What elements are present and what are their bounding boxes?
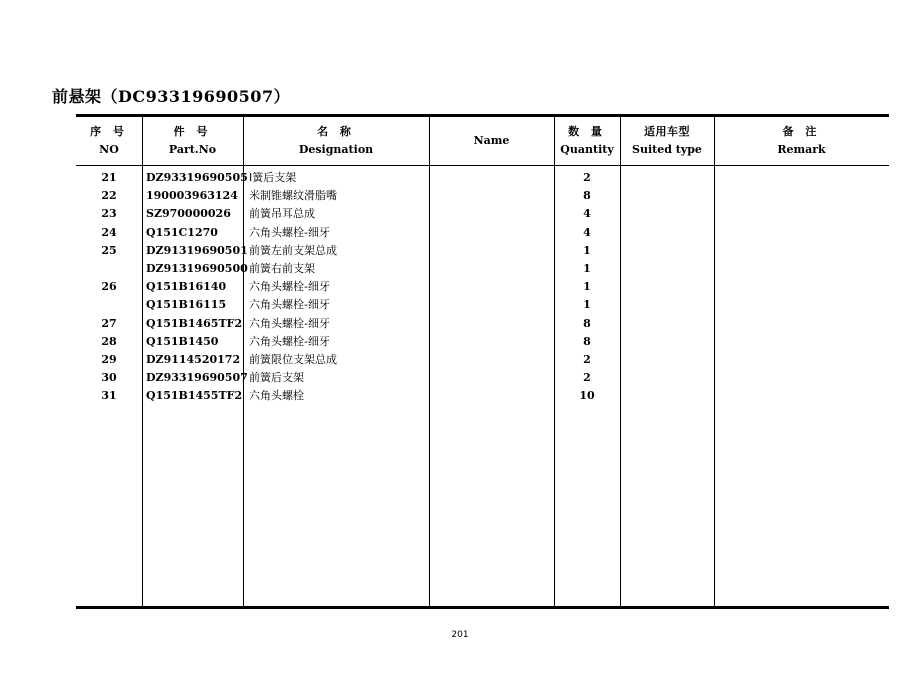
row-part-no: SZ970000026 [146,207,231,221]
header-designation-en: Designation [298,143,374,156]
row-designation: Ⅰ簧后支架 [249,171,297,184]
page-title: 前悬架（DC93319690507） [52,87,291,106]
row-no: 21 [101,171,117,184]
table-row [76,224,889,242]
row-no: 31 [101,389,117,403]
table-row [76,387,889,405]
row-part-no: DZ91319690501 [146,243,248,257]
row-no: 26 [101,280,117,294]
row-quantity: 1 [583,298,591,312]
row-no: 28 [101,334,117,348]
row-no: 27 [101,316,117,330]
header-quantity-zh: 数 量 [568,125,606,138]
header-designation [243,117,429,165]
row-quantity: 4 [583,225,591,239]
table-row [76,260,889,278]
row-part-no: Q151B1455TF2 [146,389,243,403]
header-part-zh: 件 号 [173,125,212,138]
table-row [76,315,889,333]
table-row [76,205,889,223]
row-no: 22 [101,189,117,203]
row-designation: 前簧后支架 [249,371,304,385]
row-part-no: Q151B1465TF2 [146,316,243,330]
row-designation: 前簧限位支架总成 [249,352,337,366]
row-part-no: Q151B1450 [146,334,219,348]
row-quantity: 10 [579,389,595,403]
row-designation: 六角头螺栓 [249,389,304,403]
row-designation: 六角头螺栓-细牙 [249,334,330,348]
row-designation: 前簧右前支架 [249,261,315,275]
header-part-no [142,117,243,165]
row-no: 30 [101,371,117,385]
row-designation: 六角头螺栓-细牙 [249,280,330,294]
row-quantity: 2 [583,352,591,366]
header-name-en: Name [473,134,510,147]
table-row [76,278,889,296]
table-row [76,169,889,187]
row-designation: 六角头螺栓-细牙 [249,225,330,239]
header-no [76,117,142,165]
table-row [76,351,889,369]
header-quantity-en: Quantity [560,143,614,156]
row-part-no: DZ91319690500 [146,261,248,275]
row-designation: 米制锥螺纹滑脂嘴 [249,189,337,203]
header-quantity [554,117,620,165]
row-no: 25 [101,243,117,257]
table-row [76,296,889,314]
header-suited-type [620,117,714,165]
page-number: 201 [451,630,469,640]
header-divider [76,165,889,166]
row-designation: 六角头螺栓-细牙 [249,298,330,312]
row-part-no: DZ9114520172 [146,352,241,366]
row-no: 29 [101,352,117,366]
row-part-no: DZ93319690505 [146,171,248,184]
header-remark-en: Remark [777,143,826,156]
header-name [429,117,554,165]
row-quantity: 1 [583,261,591,275]
row-quantity: 8 [583,334,591,348]
row-part-no: Q151B16115 [146,298,227,312]
table-body [76,169,889,405]
header-part-en: Part.No [168,143,217,156]
row-part-no: Q151B16140 [146,280,227,294]
row-designation: 前簧左前支架总成 [249,243,337,257]
row-designation: 前簧吊耳总成 [249,207,315,221]
row-no: 24 [101,225,117,239]
parts-table [76,114,889,609]
table-row [76,187,889,205]
row-part-no: Q151C1270 [146,225,218,239]
row-quantity: 8 [583,316,591,330]
row-part-no: 190003963124 [146,189,238,203]
row-quantity: 8 [583,189,591,203]
header-no-en: NO [99,143,119,156]
header-suited-zh: 适用车型 [644,125,690,138]
row-no: 23 [101,207,117,221]
header-remark [714,117,889,165]
row-part-no: DZ93319690507 [146,371,248,385]
table-row [76,242,889,260]
table-row [76,333,889,351]
row-quantity: 2 [583,371,591,385]
row-quantity: 4 [583,207,591,221]
header-no-zh: 序 号 [90,125,128,138]
row-quantity: 2 [583,171,591,184]
header-remark-zh: 备 注 [782,125,821,138]
row-quantity: 1 [583,280,591,294]
row-designation: 六角头螺栓-细牙 [249,316,330,330]
header-suited-en: Suited type [632,143,702,156]
row-quantity: 1 [583,243,591,257]
header-designation-zh: 名 称 [317,125,355,138]
table-row [76,369,889,387]
